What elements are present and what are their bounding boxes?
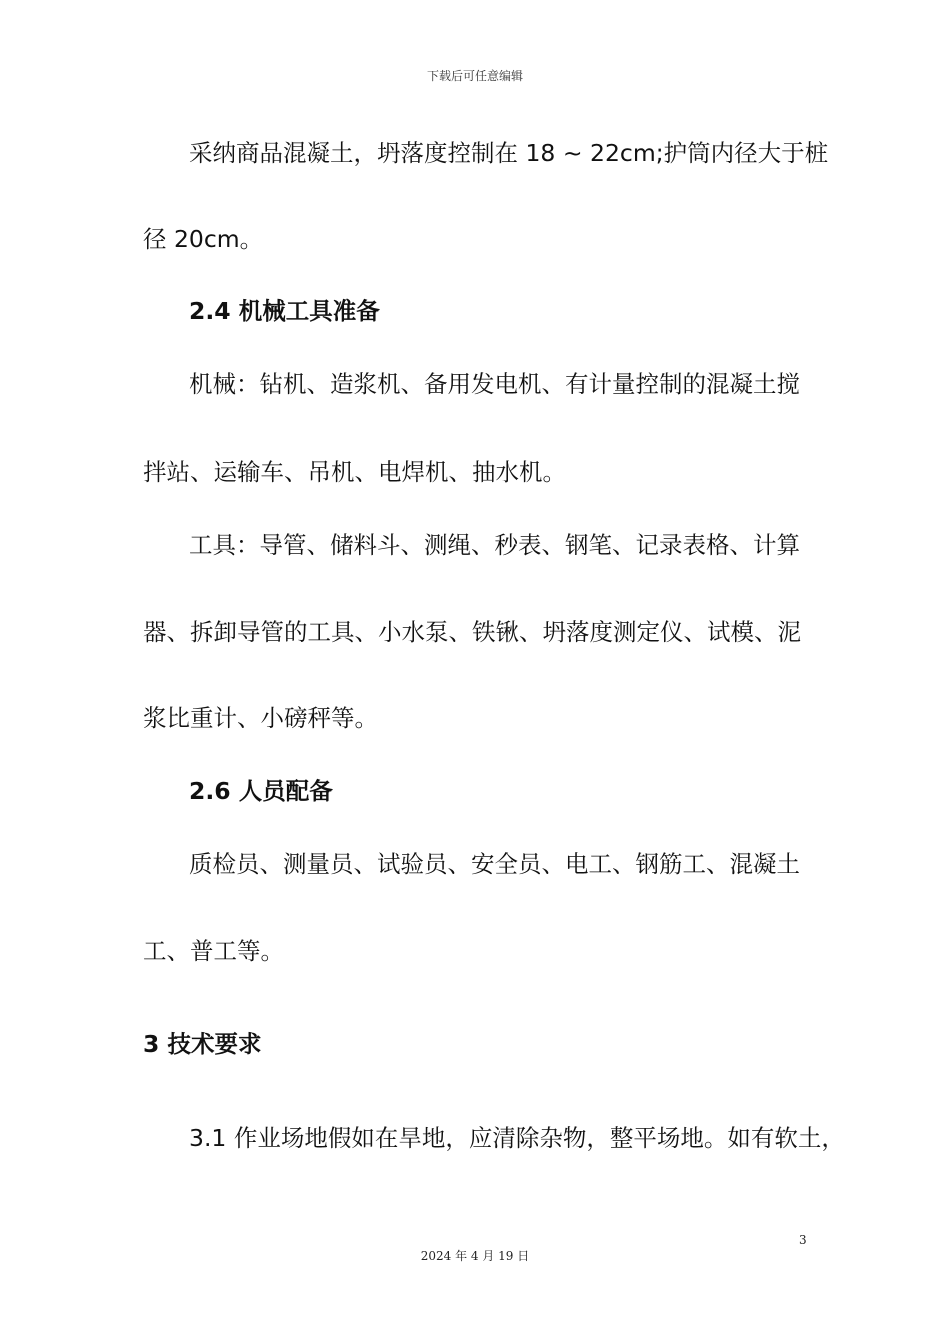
header-note: 下载后可任意编辑 [426,69,523,83]
paragraph-line-4: 拌站、运输车、吊机、电焊机、抽水机。 [143,458,566,486]
section-heading-3: 3 技术要求 [143,1030,262,1058]
page-number: 3 [799,1233,807,1247]
paragraph-line-2: 径 20cm。 [143,225,264,253]
footer-date: 2024 年 4 月 19 日 [420,1249,530,1263]
paragraph-line-5: 工具：导管、储料斗、测绳、秒表、钢笔、记录表格、计算 [189,531,800,559]
section-heading-2-6: 2.6 人员配备 [189,777,333,805]
paragraph-line-10: 3.1 作业场地假如在旱地，应清除杂物，整平场地。如有软土， [189,1124,845,1152]
paragraph-line-6: 器、拆卸导管的工具、小水泵、铁锹、坍落度测定仪、试模、泥 [143,618,801,646]
paragraph-line-7: 浆比重计、小磅秤等。 [143,704,378,732]
section-heading-2-4: 2.4 机械工具准备 [189,297,380,325]
paragraph-line-3: 机械：钻机、造浆机、备用发电机、有计量控制的混凝土搅 [189,370,800,398]
paragraph-line-1: 采纳商品混凝土，坍落度控制在 18 ~ 22cm;护筒内径大于桩 [189,139,829,167]
paragraph-line-8: 质检员、测量员、试验员、安全员、电工、钢筋工、混凝土 [189,850,800,878]
paragraph-line-9: 工、普工等。 [143,937,284,965]
